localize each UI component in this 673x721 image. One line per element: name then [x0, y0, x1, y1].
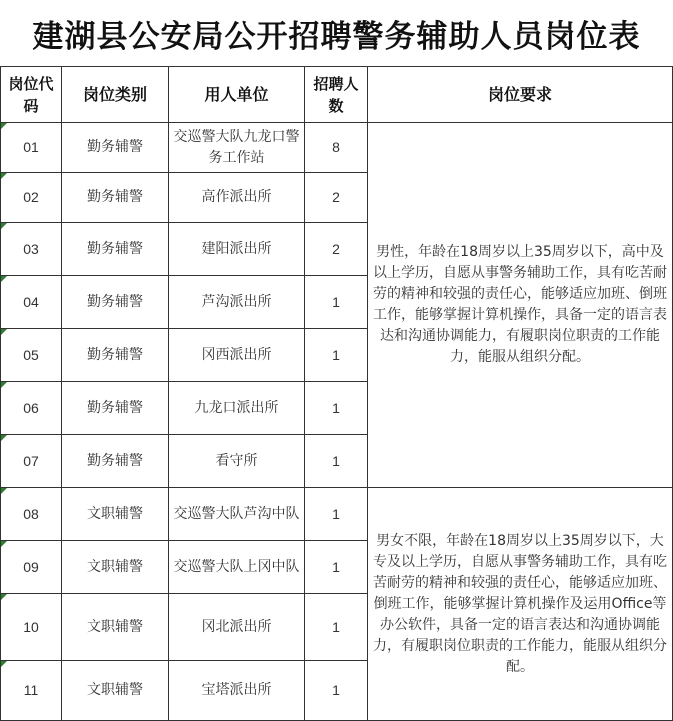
hire-count: 1 [305, 329, 368, 382]
position-code: 02 [1, 173, 62, 223]
position-category: 勤务辅警 [62, 329, 169, 382]
requirements-group-2: 男女不限，年龄在18周岁以上35周岁以下，大专及以上学历，自愿从事警务辅助工作，具有吃苦耐劳的精神和较强的责任心，能够适应加班、倒班工作，能够掌握计算机操作及运用Office等办公软件，具备一定的语言表达和沟通协调能力，有履职岗位职责的工作能力，能服从组织分配。 [368, 488, 673, 721]
position-category: 勤务辅警 [62, 435, 169, 488]
employer-unit: 高作派出所 [169, 173, 305, 223]
position-code: 04 [1, 276, 62, 329]
header-unit: 用人单位 [169, 67, 305, 123]
positions-table [0, 66, 673, 721]
employer-unit: 交巡警大队九龙口警务工作站 [169, 123, 305, 173]
hire-count: 8 [305, 123, 368, 173]
hire-count: 1 [305, 488, 368, 541]
position-code: 08 [1, 488, 62, 541]
hire-count: 1 [305, 435, 368, 488]
hire-count: 2 [305, 223, 368, 276]
position-code: 09 [1, 541, 62, 594]
table-row [1, 123, 673, 173]
hire-count: 1 [305, 382, 368, 435]
employer-unit: 交巡警大队芦沟中队 [169, 488, 305, 541]
header-category: 岗位类别 [62, 67, 169, 123]
employer-unit: 看守所 [169, 435, 305, 488]
hire-count: 1 [305, 661, 368, 721]
hire-count: 1 [305, 541, 368, 594]
employer-unit: 冈北派出所 [169, 594, 305, 661]
requirements-group-1: 男性，年龄在18周岁以上35周岁以下，高中及以上学历，自愿从事警务辅助工作，具有吃苦耐劳的精神和较强的责任心，能够适应加班、倒班工作，能够掌握计算机操作，具备一定的语言表达和沟通协调能力，有履职岗位职责的工作能力，能服从组织分配。 [368, 123, 673, 488]
position-category: 文职辅警 [62, 661, 169, 721]
header-code: 岗位代码 [1, 67, 62, 123]
position-code: 07 [1, 435, 62, 488]
position-code: 03 [1, 223, 62, 276]
position-category: 勤务辅警 [62, 173, 169, 223]
position-category: 文职辅警 [62, 488, 169, 541]
employer-unit: 交巡警大队上冈中队 [169, 541, 305, 594]
table-row [1, 488, 673, 541]
employer-unit: 建阳派出所 [169, 223, 305, 276]
position-category: 勤务辅警 [62, 223, 169, 276]
position-category: 文职辅警 [62, 594, 169, 661]
position-category: 勤务辅警 [62, 123, 169, 173]
hire-count: 1 [305, 594, 368, 661]
header-requirements: 岗位要求 [368, 67, 673, 123]
position-category: 勤务辅警 [62, 382, 169, 435]
employer-unit: 宝塔派出所 [169, 661, 305, 721]
page-title: 建湖县公安局公开招聘警务辅助人员岗位表 [32, 18, 641, 55]
position-category: 勤务辅警 [62, 276, 169, 329]
header-row [1, 67, 673, 123]
header-count: 招聘人数 [305, 67, 368, 123]
position-category: 文职辅警 [62, 541, 169, 594]
hire-count: 2 [305, 173, 368, 223]
employer-unit: 冈西派出所 [169, 329, 305, 382]
hire-count: 1 [305, 276, 368, 329]
position-code: 11 [1, 661, 62, 721]
position-code: 05 [1, 329, 62, 382]
position-code: 01 [1, 123, 62, 173]
position-code: 06 [1, 382, 62, 435]
employer-unit: 芦沟派出所 [169, 276, 305, 329]
position-code: 10 [1, 594, 62, 661]
employer-unit: 九龙口派出所 [169, 382, 305, 435]
